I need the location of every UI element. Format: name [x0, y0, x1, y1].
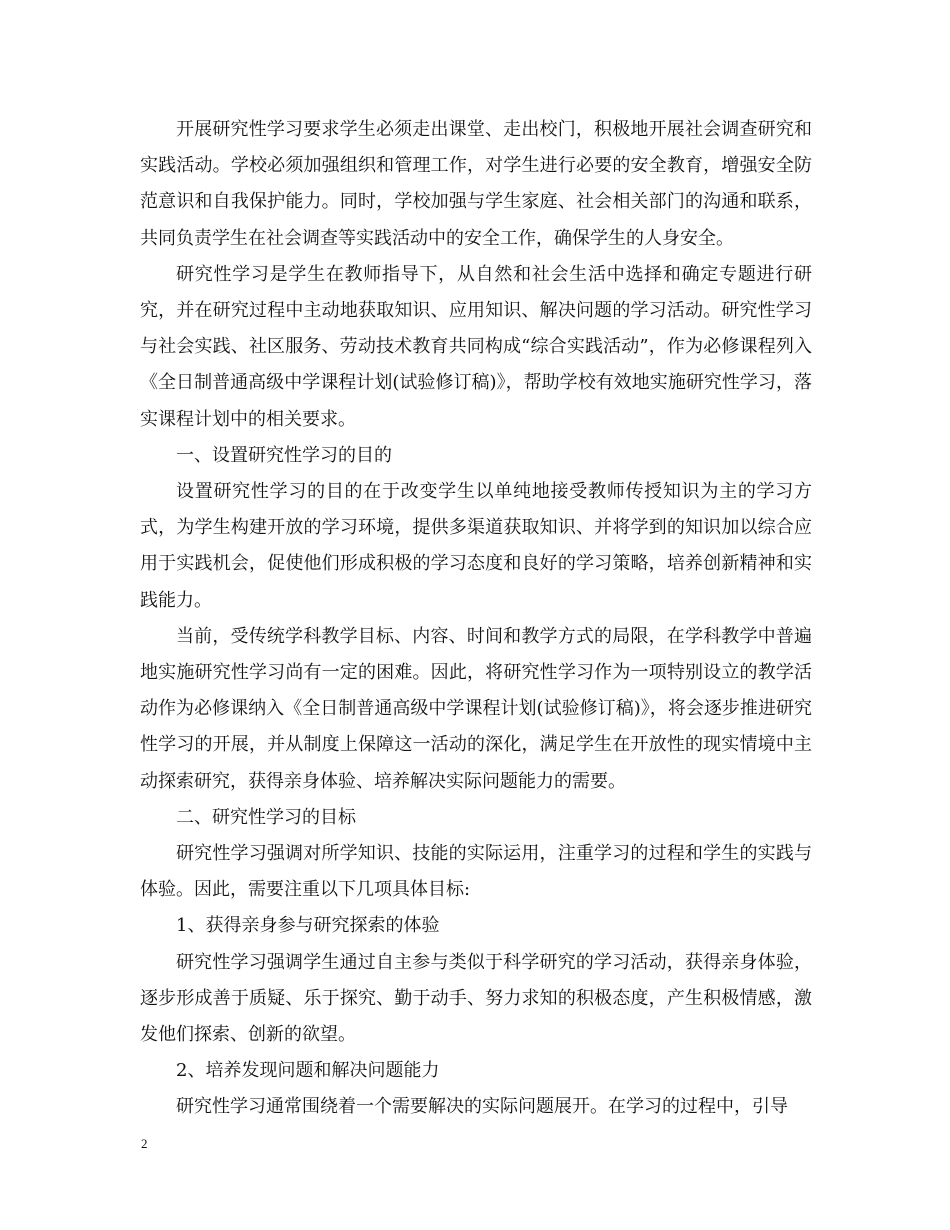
paragraph-definition: 研究性学习是学生在教师指导下，从自然和社会生活中选择和确定专题进行研究，并在研究过程中主动地获取知识、应用知识、解决问题的学习活动。研究性学习与社会实践、社区服务、劳动技术教育共同构成“综合实践活动”，作为必修课程列入《全日制普通高级中学课程计划(试验修订稿)》，帮助学校有效地实施研究性学习，落实课程计划中的相关要求。 — [140, 263, 812, 430]
section-heading-purpose: 一、设置研究性学习的目的 — [176, 444, 392, 466]
paragraph-experience: 研究性学习强调学生通过自主参与类似于科学研究的学习活动，获得亲身体验，逐步形成善于质疑、乐于探究、勤于动手、努力求知的积极态度，产生积极情感，激发他们探索、创新的欲望。 — [140, 951, 812, 1046]
subheading-experience: 1、获得亲身参与研究探索的体验 — [176, 915, 440, 937]
paragraph-purpose: 设置研究性学习的目的在于改变学生以单纯地接受教师传授知识为主的学习方式，为学生构建开放的学习环境，提供多渠道获取知识、并将学到的知识加以综合应用于实践机会，促使他们形成积极的学习态度和良好的学习策略，培养创新精神和实践能力。 — [140, 481, 812, 611]
subheading-problem-solving: 2、培养发现问题和解决问题能力 — [176, 1060, 440, 1082]
page-number: 2 — [141, 1136, 148, 1151]
paragraph-goals-intro: 研究性学习强调对所学知识、技能的实际运用，注重学习的过程和学生的实践与体验。因此，需要注重以下几项具体目标: — [140, 843, 812, 901]
paragraph-safety: 开展研究性学习要求学生必须走出课堂、走出校门，积极地开展社会调查研究和实践活动。学校必须加强组织和管理工作，对学生进行必要的安全教育，增强安全防范意识和自我保护能力。同时，学校加强与学生家庭、社会相关部门的沟通和联系，共同负责学生在社会调查等实践活动中的安全工作，确保学生的人身安全。 — [140, 119, 812, 249]
paragraph-problem-solving: 研究性学习通常围绕着一个需要解决的实际问题展开。在学习的过程中，引导 — [176, 1096, 788, 1118]
paragraph-current-situation: 当前，受传统学科教学目标、内容、时间和教学方式的局限，在学科教学中普遍地实施研究性学习尚有一定的困难。因此，将研究性学习作为一项特别设立的教学活动作为必修课纳入《全日制普通高级中学课程计划(试验修订稿)》，将会逐步推进研究性学习的开展，并从制度上保障这一活动的深化，满足学生在开放性的现实情境中主动探索研究，获得亲身体验、培养解决实际问题能力的需要。 — [140, 625, 812, 792]
document-body — [140, 112, 812, 1126]
section-heading-goals: 二、研究性学习的目标 — [176, 806, 356, 828]
